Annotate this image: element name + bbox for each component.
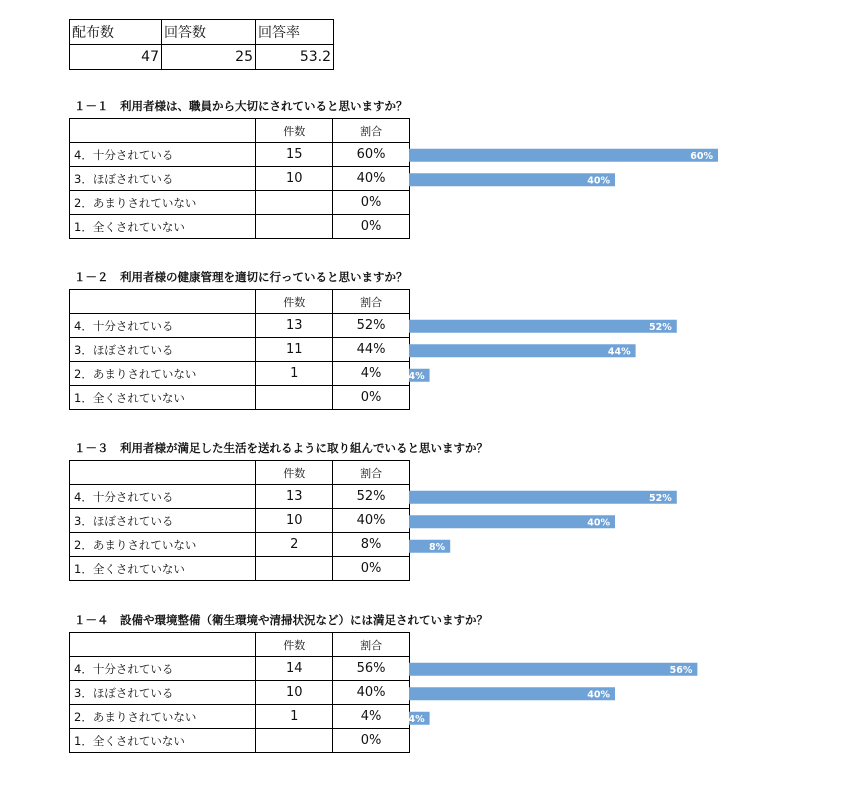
bar-data-label: 60% xyxy=(690,150,713,162)
bar-data-label: 40% xyxy=(587,689,610,701)
answer-count: 2 xyxy=(256,533,333,557)
summary-value-responses: 25 xyxy=(162,45,256,70)
bar-data-label: 40% xyxy=(587,517,610,529)
bar xyxy=(409,173,615,186)
question-title: １－３ 利用者様が満足した生活を送れるように取り組んでいると思いますか？ xyxy=(74,441,488,455)
answer-percent: 0% xyxy=(333,729,410,753)
bar xyxy=(409,344,636,357)
answer-percent: 60% xyxy=(333,143,410,167)
answer-count: 10 xyxy=(256,509,333,533)
answer-label: 1．全くされていない xyxy=(70,215,256,239)
bar-data-label: 8% xyxy=(429,541,446,553)
answer-percent: 8% xyxy=(333,533,410,557)
answer-label: 4．十分されている xyxy=(70,485,256,509)
answer-percent: 4% xyxy=(333,362,410,386)
summary-value-rate: 53.2 xyxy=(256,45,334,70)
bar-data-label: 4% xyxy=(408,370,425,382)
bar xyxy=(409,687,615,700)
header-count: 件数 xyxy=(256,633,333,657)
header-count: 件数 xyxy=(256,290,333,314)
answer-label: 2．あまりされていない xyxy=(70,533,256,557)
answer-label: 4．十分されている xyxy=(70,143,256,167)
answer-count: 13 xyxy=(256,314,333,338)
answer-percent: 44% xyxy=(333,338,410,362)
answer-count: 10 xyxy=(256,167,333,191)
answer-count: 14 xyxy=(256,657,333,681)
header-count: 件数 xyxy=(256,461,333,485)
answer-count: 11 xyxy=(256,338,333,362)
answer-count: 10 xyxy=(256,681,333,705)
answer-percent: 0% xyxy=(333,215,410,239)
answer-count: 1 xyxy=(256,362,333,386)
answer-percent: 52% xyxy=(333,485,410,509)
bar xyxy=(409,149,718,162)
answer-percent: 4% xyxy=(333,705,410,729)
header-ratio: 割合 xyxy=(333,633,410,657)
answer-label: 3．ほぼされている xyxy=(70,167,256,191)
answer-percent: 56% xyxy=(333,657,410,681)
bar xyxy=(409,663,697,676)
answer-label: 3．ほぼされている xyxy=(70,338,256,362)
answer-label: 1．全くされていない xyxy=(70,729,256,753)
bar xyxy=(409,491,677,504)
answer-percent: 40% xyxy=(333,681,410,705)
answer-percent: 40% xyxy=(333,167,410,191)
answer-label: 3．ほぼされている xyxy=(70,509,256,533)
answer-label: 2．あまりされていない xyxy=(70,705,256,729)
summary-header-distributed: 配布数 xyxy=(70,20,162,45)
answer-label: 2．あまりされていない xyxy=(70,362,256,386)
answer-count: 13 xyxy=(256,485,333,509)
question-title: １－２ 利用者様の健康管理を適切に行っていると思いますか？ xyxy=(74,270,408,284)
bar-data-label: 56% xyxy=(669,664,693,676)
answer-label: 4．十分されている xyxy=(70,657,256,681)
bar xyxy=(409,320,677,333)
header-ratio: 割合 xyxy=(333,290,410,314)
answer-percent: 40% xyxy=(333,509,410,533)
summary-header-rate: 回答率 xyxy=(256,20,334,45)
answer-percent: 0% xyxy=(333,557,410,581)
bar-data-label: 44% xyxy=(607,346,631,358)
summary-header-responses: 回答数 xyxy=(162,20,256,45)
question-title: １－４ 設備や環境整備（衛生環境や清掃状況など）には満足されていますか？ xyxy=(74,613,488,627)
summary-value-distributed: 47 xyxy=(70,45,162,70)
answer-percent: 0% xyxy=(333,191,410,215)
bar-data-label: 40% xyxy=(587,175,610,187)
bar-data-label: 52% xyxy=(649,321,672,333)
answer-label: 1．全くされていない xyxy=(70,557,256,581)
answer-label: 2．あまりされていない xyxy=(70,191,256,215)
answer-count: 1 xyxy=(256,705,333,729)
answer-percent: 0% xyxy=(333,386,410,410)
answer-label: 1．全くされていない xyxy=(70,386,256,410)
header-ratio: 割合 xyxy=(333,461,410,485)
answer-count: 15 xyxy=(256,143,333,167)
question-title: １－１ 利用者様は、職員から大切にされていると思いますか？ xyxy=(74,99,408,113)
bar xyxy=(409,515,615,528)
header-count: 件数 xyxy=(256,119,333,143)
bar-data-label: 52% xyxy=(649,492,672,504)
answer-percent: 52% xyxy=(333,314,410,338)
header-ratio: 割合 xyxy=(333,119,410,143)
answer-label: 4．十分されている xyxy=(70,314,256,338)
bar-data-label: 4% xyxy=(408,713,425,725)
answer-label: 3．ほぼされている xyxy=(70,681,256,705)
